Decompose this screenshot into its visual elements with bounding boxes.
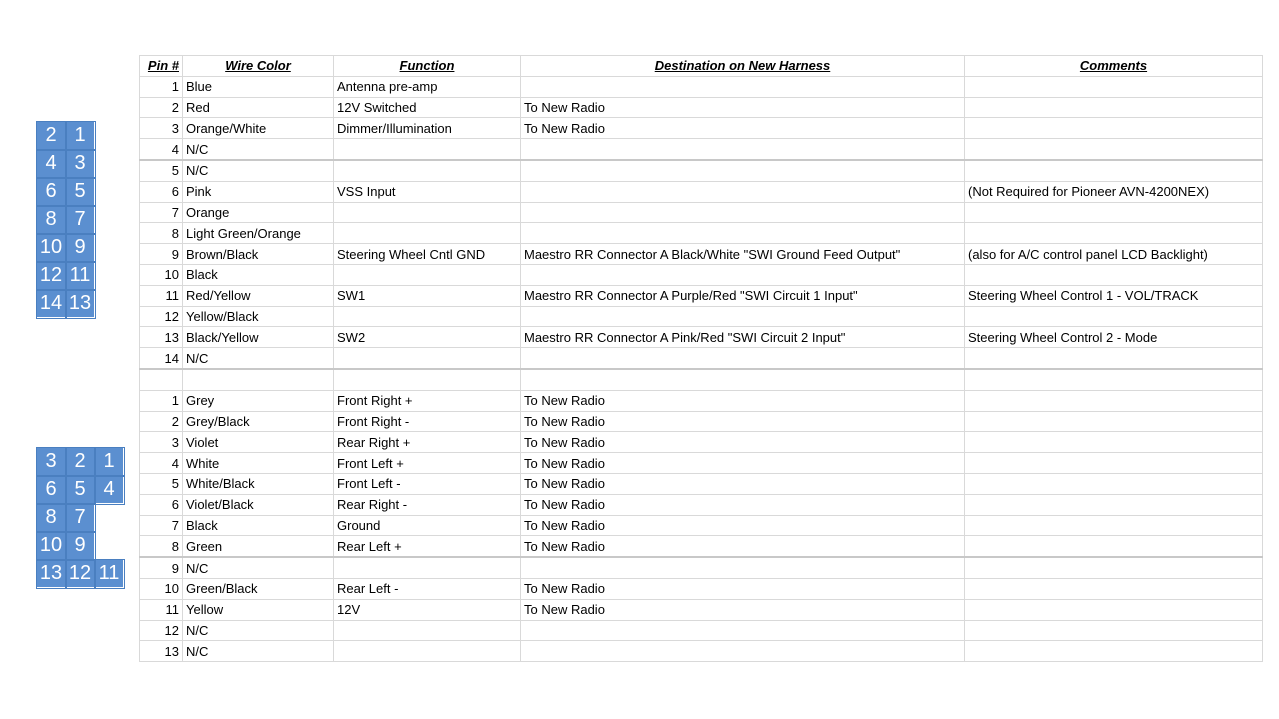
pin-cell: 4 bbox=[95, 476, 124, 504]
cell-function: Antenna pre-amp bbox=[334, 76, 521, 97]
cell-destination bbox=[521, 264, 965, 285]
pin-cell: 1 bbox=[66, 122, 95, 150]
cell-pin: 3 bbox=[140, 432, 183, 453]
cell-color: N/C bbox=[183, 348, 334, 369]
table-row bbox=[140, 515, 1263, 536]
table-row bbox=[140, 97, 1263, 118]
pin-cell: 2 bbox=[66, 448, 95, 476]
cell-comments: Steering Wheel Control 1 - VOL/TRACK bbox=[965, 285, 1263, 306]
table-row bbox=[140, 181, 1263, 202]
cell-pin: 8 bbox=[140, 536, 183, 557]
cell-pin: 11 bbox=[140, 599, 183, 620]
pin-cell: 8 bbox=[37, 206, 66, 234]
cell-pin: 2 bbox=[140, 411, 183, 432]
cell-color: Violet/Black bbox=[183, 494, 334, 515]
table-row bbox=[140, 411, 1263, 432]
table-row bbox=[140, 264, 1263, 285]
cell-destination: To New Radio bbox=[521, 432, 965, 453]
cell-pin: 5 bbox=[140, 160, 183, 181]
cell-destination: To New Radio bbox=[521, 411, 965, 432]
pin-cell: 5 bbox=[66, 178, 95, 206]
table-row bbox=[140, 244, 1263, 265]
pin-cell: 4 bbox=[37, 150, 66, 178]
cell-pin: 2 bbox=[140, 97, 183, 118]
table-row bbox=[140, 327, 1263, 348]
connector-a-pin-diagram bbox=[36, 121, 95, 318]
cell-pin: 6 bbox=[140, 181, 183, 202]
cell-pin: 10 bbox=[140, 264, 183, 285]
cell-color: N/C bbox=[183, 620, 334, 641]
cell-color: N/C bbox=[183, 641, 334, 662]
cell-function: Dimmer/Illumination bbox=[334, 118, 521, 139]
cell-destination bbox=[521, 641, 965, 662]
pin-cell: 10 bbox=[37, 234, 66, 262]
cell-comments bbox=[965, 264, 1263, 285]
cell-color: White bbox=[183, 453, 334, 474]
cell-destination: To New Radio bbox=[521, 494, 965, 515]
cell-function bbox=[334, 557, 521, 578]
cell-pin: 4 bbox=[140, 453, 183, 474]
cell-destination: Maestro RR Connector A Black/White "SWI Ground Feed Output" bbox=[521, 244, 965, 265]
cell-destination: To New Radio bbox=[521, 118, 965, 139]
pin-cell: 9 bbox=[66, 532, 95, 560]
table-row bbox=[140, 494, 1263, 515]
cell-destination: To New Radio bbox=[521, 578, 965, 599]
cell-comments bbox=[965, 97, 1263, 118]
cell-function bbox=[334, 223, 521, 244]
cell-destination bbox=[521, 348, 965, 369]
cell-function: Front Left - bbox=[334, 473, 521, 494]
cell-pin: 13 bbox=[140, 641, 183, 662]
cell-pin: 10 bbox=[140, 578, 183, 599]
cell-function: Front Left + bbox=[334, 453, 521, 474]
cell-color bbox=[183, 369, 334, 390]
table-row bbox=[140, 118, 1263, 139]
cell-function: SW1 bbox=[334, 285, 521, 306]
cell-comments bbox=[965, 432, 1263, 453]
table-row bbox=[140, 76, 1263, 97]
cell-comments bbox=[965, 411, 1263, 432]
cell-comments bbox=[965, 620, 1263, 641]
cell-destination: To New Radio bbox=[521, 453, 965, 474]
cell-pin: 7 bbox=[140, 515, 183, 536]
cell-destination bbox=[521, 139, 965, 160]
table-row bbox=[140, 473, 1263, 494]
cell-comments bbox=[965, 536, 1263, 557]
cell-pin: 13 bbox=[140, 327, 183, 348]
header-comments: Comments bbox=[965, 56, 1263, 77]
cell-color: Pink bbox=[183, 181, 334, 202]
pin-empty bbox=[95, 532, 124, 560]
cell-function: Front Right + bbox=[334, 390, 521, 411]
cell-function bbox=[334, 641, 521, 662]
cell-comments bbox=[965, 494, 1263, 515]
cell-comments: Steering Wheel Control 2 - Mode bbox=[965, 327, 1263, 348]
cell-destination bbox=[521, 557, 965, 578]
pin-cell: 13 bbox=[66, 290, 95, 318]
table-row bbox=[140, 348, 1263, 369]
cell-comments: (Not Required for Pioneer AVN-4200NEX) bbox=[965, 181, 1263, 202]
cell-color: Orange/White bbox=[183, 118, 334, 139]
cell-pin: 6 bbox=[140, 494, 183, 515]
cell-destination: To New Radio bbox=[521, 473, 965, 494]
cell-comments bbox=[965, 599, 1263, 620]
cell-color: White/Black bbox=[183, 473, 334, 494]
cell-destination bbox=[521, 306, 965, 327]
header-wire-color: Wire Color bbox=[183, 56, 334, 77]
cell-comments bbox=[965, 202, 1263, 223]
pin-cell: 11 bbox=[66, 262, 95, 290]
cell-comments bbox=[965, 306, 1263, 327]
cell-color: Green bbox=[183, 536, 334, 557]
pin-cell: 6 bbox=[37, 178, 66, 206]
cell-function: Front Right - bbox=[334, 411, 521, 432]
cell-destination bbox=[521, 76, 965, 97]
cell-function: Rear Left + bbox=[334, 536, 521, 557]
pinout-table bbox=[139, 55, 1263, 662]
cell-function: SW2 bbox=[334, 327, 521, 348]
pin-cell: 12 bbox=[37, 262, 66, 290]
cell-pin: 14 bbox=[140, 348, 183, 369]
cell-destination bbox=[521, 369, 965, 390]
cell-comments bbox=[965, 515, 1263, 536]
cell-comments bbox=[965, 390, 1263, 411]
pin-cell: 7 bbox=[66, 504, 95, 532]
cell-destination bbox=[521, 620, 965, 641]
pin-cell: 12 bbox=[66, 560, 95, 588]
cell-comments bbox=[965, 557, 1263, 578]
cell-color: N/C bbox=[183, 557, 334, 578]
table-row bbox=[140, 641, 1263, 662]
cell-function bbox=[334, 139, 521, 160]
cell-comments bbox=[965, 160, 1263, 181]
cell-function: VSS Input bbox=[334, 181, 521, 202]
pin-cell: 6 bbox=[37, 476, 66, 504]
cell-pin: 9 bbox=[140, 557, 183, 578]
pin-cell: 10 bbox=[37, 532, 66, 560]
pin-cell: 1 bbox=[95, 448, 124, 476]
cell-destination bbox=[521, 202, 965, 223]
cell-function: Rear Right + bbox=[334, 432, 521, 453]
cell-function bbox=[334, 264, 521, 285]
cell-function: 12V bbox=[334, 599, 521, 620]
table-row bbox=[140, 306, 1263, 327]
pin-cell: 13 bbox=[37, 560, 66, 588]
cell-function bbox=[334, 202, 521, 223]
cell-color: Orange bbox=[183, 202, 334, 223]
cell-function: Rear Left - bbox=[334, 578, 521, 599]
cell-comments bbox=[965, 473, 1263, 494]
cell-comments bbox=[965, 641, 1263, 662]
cell-color: Green/Black bbox=[183, 578, 334, 599]
cell-pin: 11 bbox=[140, 285, 183, 306]
cell-destination: To New Radio bbox=[521, 536, 965, 557]
cell-destination: To New Radio bbox=[521, 97, 965, 118]
pin-cell: 11 bbox=[95, 560, 124, 588]
table-row bbox=[140, 139, 1263, 160]
cell-color: Grey/Black bbox=[183, 411, 334, 432]
cell-comments bbox=[965, 348, 1263, 369]
table-row bbox=[140, 432, 1263, 453]
header-function: Function bbox=[334, 56, 521, 77]
cell-function: 12V Switched bbox=[334, 97, 521, 118]
cell-color: Yellow bbox=[183, 599, 334, 620]
pin-cell: 9 bbox=[66, 234, 95, 262]
cell-comments bbox=[965, 223, 1263, 244]
table-row bbox=[140, 599, 1263, 620]
table-row bbox=[140, 202, 1263, 223]
cell-function: Ground bbox=[334, 515, 521, 536]
cell-comments bbox=[965, 76, 1263, 97]
cell-function: Steering Wheel Cntl GND bbox=[334, 244, 521, 265]
table-row bbox=[140, 453, 1263, 474]
cell-function bbox=[334, 620, 521, 641]
cell-color: Grey bbox=[183, 390, 334, 411]
header-pin: Pin # bbox=[140, 56, 183, 77]
cell-function bbox=[334, 306, 521, 327]
table-row bbox=[140, 578, 1263, 599]
cell-color: Black bbox=[183, 515, 334, 536]
cell-pin: 1 bbox=[140, 76, 183, 97]
table-row bbox=[140, 536, 1263, 557]
cell-pin: 8 bbox=[140, 223, 183, 244]
cell-destination bbox=[521, 223, 965, 244]
connector-b-pin-diagram bbox=[36, 447, 124, 588]
cell-pin: 12 bbox=[140, 306, 183, 327]
cell-pin: 7 bbox=[140, 202, 183, 223]
cell-color: Yellow/Black bbox=[183, 306, 334, 327]
table-row bbox=[140, 557, 1263, 578]
cell-pin bbox=[140, 369, 183, 390]
cell-color: Blue bbox=[183, 76, 334, 97]
cell-color: Brown/Black bbox=[183, 244, 334, 265]
cell-destination: To New Radio bbox=[521, 390, 965, 411]
cell-color: Light Green/Orange bbox=[183, 223, 334, 244]
table-row bbox=[140, 160, 1263, 181]
cell-comments: (also for A/C control panel LCD Backlight) bbox=[965, 244, 1263, 265]
table-row bbox=[140, 285, 1263, 306]
cell-pin: 3 bbox=[140, 118, 183, 139]
pin-cell: 3 bbox=[66, 150, 95, 178]
cell-color: Red/Yellow bbox=[183, 285, 334, 306]
cell-pin: 1 bbox=[140, 390, 183, 411]
pin-cell: 2 bbox=[37, 122, 66, 150]
cell-color: N/C bbox=[183, 160, 334, 181]
table-row bbox=[140, 369, 1263, 390]
pin-cell: 7 bbox=[66, 206, 95, 234]
cell-destination: Maestro RR Connector A Purple/Red "SWI Circuit 1 Input" bbox=[521, 285, 965, 306]
table-row bbox=[140, 223, 1263, 244]
pin-empty bbox=[95, 504, 124, 532]
cell-destination: To New Radio bbox=[521, 515, 965, 536]
cell-destination bbox=[521, 160, 965, 181]
cell-color: Violet bbox=[183, 432, 334, 453]
cell-color: Black bbox=[183, 264, 334, 285]
pin-cell: 8 bbox=[37, 504, 66, 532]
cell-color: Red bbox=[183, 97, 334, 118]
cell-pin: 4 bbox=[140, 139, 183, 160]
pin-cell: 3 bbox=[37, 448, 66, 476]
cell-function bbox=[334, 369, 521, 390]
cell-destination: To New Radio bbox=[521, 599, 965, 620]
header-row bbox=[140, 56, 1263, 77]
cell-color: Black/Yellow bbox=[183, 327, 334, 348]
cell-comments bbox=[965, 453, 1263, 474]
cell-pin: 5 bbox=[140, 473, 183, 494]
table-row bbox=[140, 390, 1263, 411]
pin-cell: 14 bbox=[37, 290, 66, 318]
cell-comments bbox=[965, 139, 1263, 160]
cell-pin: 12 bbox=[140, 620, 183, 641]
cell-function bbox=[334, 160, 521, 181]
header-destination: Destination on New Harness bbox=[521, 56, 965, 77]
pin-cell: 5 bbox=[66, 476, 95, 504]
cell-function: Rear Right - bbox=[334, 494, 521, 515]
cell-comments bbox=[965, 369, 1263, 390]
cell-destination bbox=[521, 181, 965, 202]
cell-pin: 9 bbox=[140, 244, 183, 265]
cell-comments bbox=[965, 118, 1263, 139]
table-row bbox=[140, 620, 1263, 641]
cell-color: N/C bbox=[183, 139, 334, 160]
cell-function bbox=[334, 348, 521, 369]
cell-comments bbox=[965, 578, 1263, 599]
cell-destination: Maestro RR Connector A Pink/Red "SWI Circuit 2 Input" bbox=[521, 327, 965, 348]
